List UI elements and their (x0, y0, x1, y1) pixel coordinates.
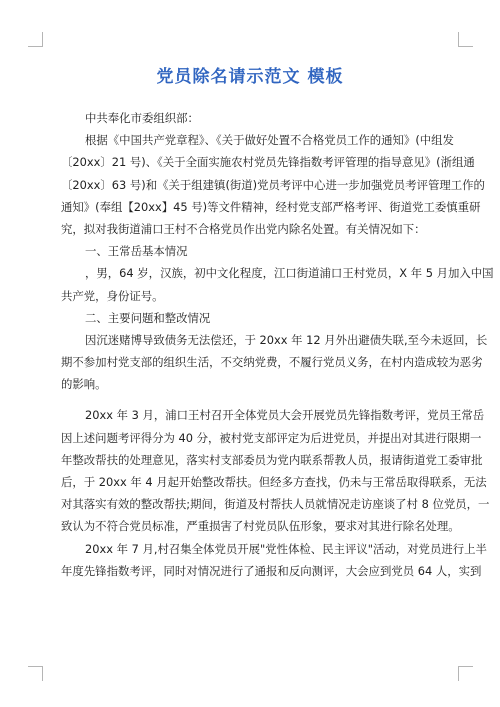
corner-mark-bottom-right (458, 666, 473, 681)
corner-mark-top-left (28, 32, 43, 47)
text-line: 二、主要问题和整改情况 (85, 310, 211, 325)
text-line: 因沉迷赌博导致债务无法偿还，于 20xx 年 12 月外出避债失联,至今未返回，长 (85, 332, 488, 347)
text-line: 年整改帮扶的处理意见，落实村支部委员为党内联系帮教人员，报请街道党工委审批 (61, 452, 483, 467)
paragraph-basis (61, 133, 485, 244)
text-line: 期不参加村党支部的组织生活，不交纳党费，不履行党员义务，在村内造成较为恶劣 (61, 355, 483, 370)
text-line: 20xx 年 7 月,村召集全体党员开展"党性体检、民主评议"活动，对党员进行上半 (85, 541, 487, 556)
text-line: 究，拟对我街道浦口王村不合格党员作出党内除名处置。有关情况如下： (61, 221, 426, 236)
paragraph-heading-1 (61, 244, 443, 266)
text-line: 致认为不符合党员标准，严重损害了村党员队伍形象，要求对其进行除名处理。 (61, 519, 460, 534)
text-line: 一、王常岳基本情况 (85, 244, 188, 259)
text-line: 因上述问题考评得分为 40 分，被村党支部评定为后进党员，并提出对其进行限期一 (61, 430, 482, 445)
text-line: 共产党，身份证号。 (61, 288, 164, 303)
paragraph-july (61, 541, 487, 586)
text-line: 年度先锋指数考评，同时对情况进行了通报和反向测评，大会应到党员 64 人，实到 (61, 563, 482, 578)
document-body (61, 111, 494, 586)
paragraph-heading-2 (61, 311, 443, 333)
text-line: 〔20xx〕63 号)和《关于组建镇(街道)党员考评中心进一步加强党员考评管理工作的 (61, 177, 485, 192)
text-line: 根据《中国共产党章程》、《关于做好处置不合格党员工作的通知》(中组发 (85, 133, 454, 148)
text-line: 中共奉化市委组织部： (85, 111, 199, 125)
paragraph-march (61, 408, 490, 541)
text-line: 对其落实有效的整改帮扶;期间，街道及村帮扶人员就情况走访座谈了村 8 位党员，一 (61, 497, 490, 512)
document-title: 党员除名请示范文 模板 (156, 67, 344, 87)
text-line: 的影响。 (61, 377, 107, 392)
corner-mark-bottom-left (28, 666, 43, 681)
paragraph-problem (61, 332, 488, 400)
text-line: ，男，64 岁，汉族，初中文化程度，江口街道浦口王村党员，X 年 5 月加入中国 (85, 266, 494, 281)
corner-mark-top-right (458, 32, 473, 47)
text-line: 通知》(奉组【20xx】45 号)等文件精神，经村党支部严格考评、街道党工委慎重研 (61, 199, 481, 214)
text-line: 〔20xx〕21 号)、《关于全面实施农村党员先锋指数考评管理的指导意见》(浙组通 (61, 155, 475, 170)
paragraph-addressee (61, 111, 443, 133)
text-line: 20xx 年 3 月，浦口王村召开全体党员大会开展党员先锋指数考评，党员王常岳 (85, 408, 485, 423)
paragraph-basic-info (61, 266, 494, 310)
text-line: 后，于 20xx 年 4 月起开始整改帮扶。但经多方查找，仍未与王常岳取得联系，无法 (61, 475, 487, 489)
